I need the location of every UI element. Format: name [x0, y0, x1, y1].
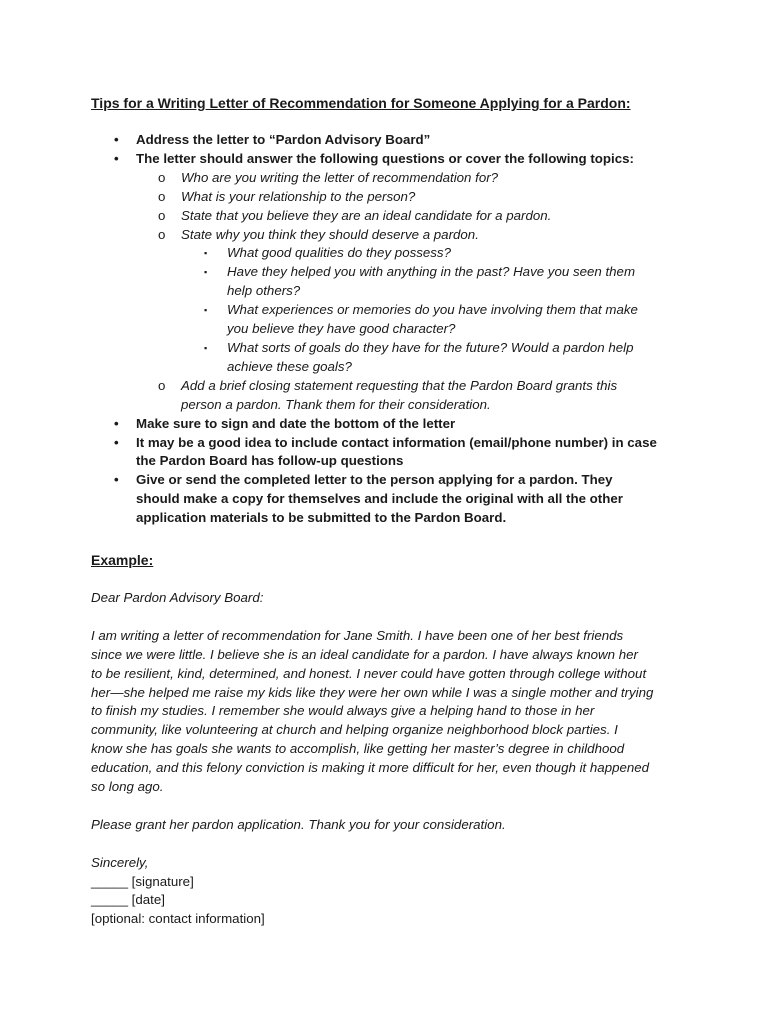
bullet-marker: • — [114, 132, 119, 147]
square-marker: ▪ — [204, 248, 208, 259]
bullet-marker: • — [114, 434, 119, 450]
sub-question-item — [0, 263, 770, 301]
circle-marker: o — [158, 188, 166, 204]
sub-question-text: What experiences or memories do you have involving them that make you believe they have good character? — [227, 302, 638, 337]
question-text: Who are you writing the letter of recommendation for? — [181, 169, 499, 185]
bullet-marker: • — [114, 415, 119, 431]
sub-question-text: What good qualities do they possess? — [227, 245, 451, 261]
question-item — [0, 169, 770, 188]
tips-list — [0, 131, 770, 528]
square-marker: ▪ — [204, 305, 208, 316]
circle-marker: o — [158, 207, 166, 223]
example-heading: Example: — [91, 552, 154, 568]
signature-line: _____ [signature] — [91, 873, 194, 889]
tip-item-sign-date — [0, 415, 770, 434]
letter-body: I am writing a letter of recommendation for Jane Smith. I have been one of her best friends since we were little. I believe she is an ideal candidate for a pardon. I have always known her to be resilient, kind, determined, and honest. I never could have gotten through college without her—she helped me raise my kids like they were her own while I was a single mother and trying to finish my studies. I remember she would always give a helping hand to those in her community, like volunteering at church and helping organize neighborhood block parties. I know she has goals she wants to accomplish, like getting her master’s degree in childhood education, and this felony conviction is making it more difficult for her, even though it happened so long ago. — [91, 627, 654, 795]
sub-question-text: Have they helped you with anything in the past? Have you seen them help others? — [227, 264, 636, 299]
question-item — [0, 207, 770, 226]
date-line: _____ [date] — [91, 892, 165, 908]
question-text: What is your relationship to the person? — [181, 188, 416, 204]
sub-question-text: What sorts of goals do they have for the future? Would a pardon help achieve these goals? — [227, 339, 634, 374]
example-letter — [91, 589, 691, 929]
letter-salutation: Dear Pardon Advisory Board: — [91, 590, 264, 605]
bullet-marker: • — [114, 472, 119, 488]
tip-item-answer-intro — [0, 150, 770, 169]
tip-text: The letter should answer the following questions or cover the following topics: — [136, 150, 634, 166]
question-text: State why you think they should deserve a pardon. — [181, 226, 479, 242]
question-text: State that you believe they are an ideal candidate for a pardon. — [181, 207, 552, 223]
circle-marker: o — [158, 169, 166, 185]
tip-text: Address the letter to “Pardon Advisory Board” — [136, 132, 431, 147]
letter-closing-paragraph: Please grant her pardon application. Thank you for your consideration. — [91, 816, 506, 832]
question-text: Add a brief closing statement requesting that the Pardon Board grants this person a pardon. Thank them for their consideration. — [181, 377, 618, 412]
circle-marker: o — [158, 377, 166, 393]
question-item-closing — [0, 377, 770, 415]
tip-item-contact-info — [0, 434, 770, 472]
square-marker: ▪ — [204, 342, 208, 353]
sub-question-item — [0, 339, 770, 377]
question-item — [0, 188, 770, 207]
square-marker: ▪ — [204, 267, 208, 278]
tip-text: Make sure to sign and date the bottom of the letter — [136, 415, 456, 431]
sub-question-item — [0, 244, 770, 263]
circle-marker: o — [158, 226, 166, 242]
sub-question-item — [0, 301, 770, 339]
tip-text: It may be a good idea to include contact information (email/phone number) in case the Pardon Board has follow-up questions — [136, 434, 657, 469]
question-item — [0, 226, 770, 245]
tip-text: Give or send the completed letter to the person applying for a pardon. They should make a copy for themselves and include the original with all the other application materials to be submitted to the Pardon Board. — [136, 472, 623, 526]
tip-item-send-letter — [0, 471, 770, 528]
letter-sign-off: Sincerely, — [91, 854, 149, 870]
tip-item-address — [0, 131, 770, 150]
bullet-marker: • — [114, 150, 119, 166]
contact-line: [optional: contact information] — [91, 911, 265, 927]
page-title: Tips for a Writing Letter of Recommendation for Someone Applying for a Pardon: — [91, 95, 631, 111]
